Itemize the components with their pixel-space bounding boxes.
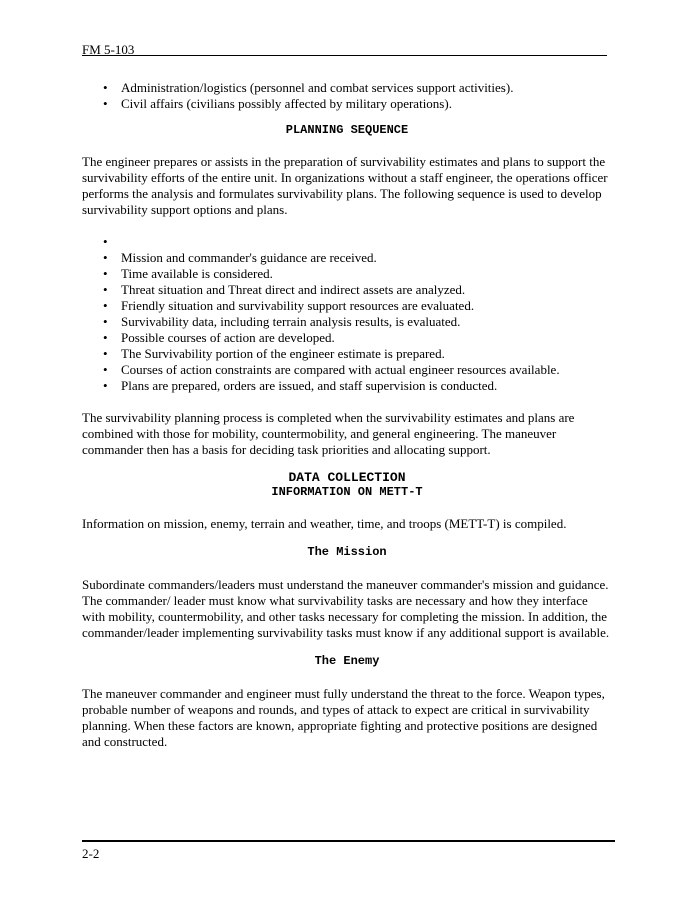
mett-t-paragraph: Information on mission, enemy, terrain and weather, time, and troops (METT-T) is compiled. <box>82 516 567 531</box>
list-item: • Mission and commander's guidance are received. <box>121 250 612 266</box>
header-rule <box>82 55 607 56</box>
list-item: • Possible courses of action are developed. <box>121 330 612 346</box>
data-collection-heading: DATA COLLECTION <box>288 470 406 485</box>
list-item: • Survivability data, including terrain analysis results, is evaluated. <box>121 314 612 330</box>
footer-rule <box>82 840 615 842</box>
list-item <box>121 234 612 250</box>
list-item: • Threat situation and Threat direct and indirect assets are analyzed. <box>121 282 612 298</box>
page-content <box>82 80 612 750</box>
enemy-paragraph: The maneuver commander and engineer must fully understand the threat to the force. Weapon types, probable number of weapons and rounds, and types of attack to expect are critical in survivability planning. When these factors are known, appropriate fighting and protective positions are designed and constructed. <box>82 686 605 749</box>
planning-bullet-list <box>82 234 612 394</box>
mission-paragraph: Subordinate commanders/leaders must understand the maneuver commander's mission and guidance. The commander/ leader must know what survivability tasks are necessary and how they interface with mobility, countermobility, and other tasks necessary for completing the mission. In addition, the commander/leader implementing survivability tasks must know if any additional support is available. <box>82 577 610 640</box>
planning-paragraph: The engineer prepares or assists in the preparation of survivability estimates and plans to support the survivability efforts of the entire unit. In organizations without a staff engineer, the operations officer performs the analysis and formulates survivability plans. The following sequence is used to develop survivability support options and plans. <box>82 154 608 217</box>
list-item: • Administration/logistics (personnel and combat services support activities). <box>121 80 612 96</box>
list-item: • Civil affairs (civilians possibly affected by military operations). <box>121 96 612 112</box>
list-item: • Courses of action constraints are compared with actual engineer resources available. <box>121 362 612 378</box>
list-item: • Friendly situation and survivability support resources are evaluated. <box>121 298 612 314</box>
planning-sequence-heading: PLANNING SEQUENCE <box>285 123 409 137</box>
planning-closing-paragraph: The survivability planning process is completed when the survivability estimates and plans are combined with those for mobility, countermobility, and general engineering. The maneuver commander then has a basis for deciding task priorities and allocating support. <box>82 410 575 457</box>
list-item: • Time available is considered. <box>121 266 612 282</box>
enemy-heading: The Enemy <box>314 654 380 668</box>
list-item: • The Survivability portion of the engineer estimate is prepared. <box>121 346 612 362</box>
mission-heading: The Mission <box>307 545 387 559</box>
list-item: • Plans are prepared, orders are issued, and staff supervision is conducted. <box>121 378 612 394</box>
intro-bullet-list <box>82 80 612 112</box>
mett-t-subheading: INFORMATION ON METT-T <box>271 485 423 499</box>
footer-page-number: 2-2 <box>82 846 100 861</box>
header-doc-id: FM 5-103 <box>82 42 135 57</box>
